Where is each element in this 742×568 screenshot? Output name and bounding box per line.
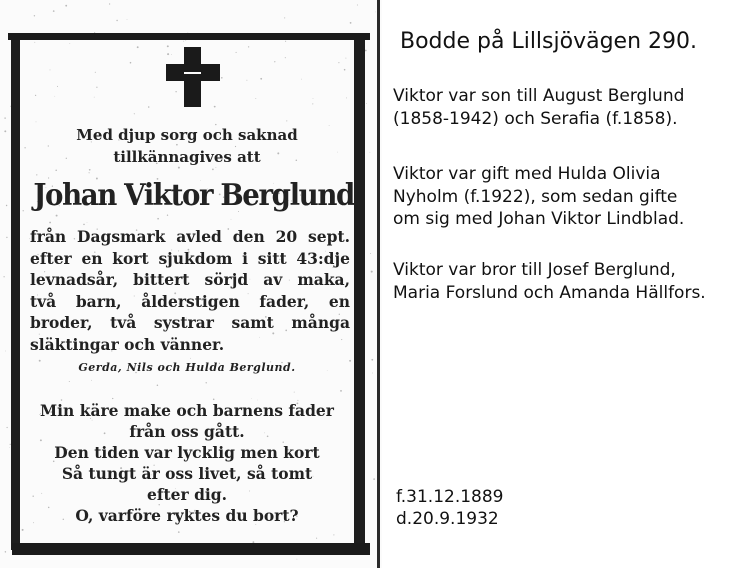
siblings-note bbox=[393, 259, 706, 304]
body-line: broder, två systrar samt många bbox=[30, 313, 350, 332]
notice-intro bbox=[20, 124, 354, 168]
notice-border-top bbox=[8, 33, 370, 40]
body-line: levnadsår, bittert sörjd av maka, bbox=[30, 270, 350, 289]
note-line: Nyholm (f.1922), som sedan gifte bbox=[393, 186, 678, 207]
note-line: Viktor var bror till Josef Berglund, bbox=[393, 260, 676, 280]
intro-line: Med djup sorg och saknad bbox=[76, 126, 298, 144]
body-line: från Dagsmark avled den 20 sept. bbox=[30, 227, 350, 246]
note-line: om sig med Johan Viktor Lindblad. bbox=[393, 209, 685, 229]
cross-icon bbox=[166, 47, 220, 107]
note-line: Maria Forslund och Amanda Hällfors. bbox=[393, 282, 706, 303]
intro-line: tillkännagives att bbox=[113, 148, 261, 166]
note-line: Viktor var gift med Hulda Olivia bbox=[393, 164, 661, 184]
verse-line: efter dig. bbox=[146, 485, 228, 504]
body-line: efter en kort sjukdom i sitt 43:dje bbox=[30, 248, 350, 268]
death-date: d.20.9.1932 bbox=[396, 509, 499, 529]
parents-note bbox=[393, 85, 684, 130]
note-line: (1858-1942) och Serafia (f.1858). bbox=[393, 108, 678, 129]
marriage-note bbox=[393, 163, 684, 231]
verse-line: O, varföre ryktes du bort? bbox=[75, 506, 299, 525]
notice-border-left bbox=[11, 40, 20, 550]
survivors-line: Gerda, Nils och Hulda Berglund. bbox=[78, 361, 296, 374]
residence-heading: Bodde på Lillsjövägen 290. bbox=[400, 29, 697, 54]
notice-border-bottom bbox=[12, 543, 370, 555]
verse-line: Den tiden var lycklig men kort bbox=[54, 443, 320, 462]
body-line: släktingar och vänner. bbox=[30, 334, 225, 354]
body-line: två barn, ålderstigen fader, en bbox=[30, 291, 350, 311]
clipping-edge-rule bbox=[377, 0, 380, 568]
verse-line: från oss gått. bbox=[129, 422, 245, 441]
note-line: Viktor var son till August Berglund bbox=[393, 86, 685, 106]
deceased-name: Johan Viktor Berglund bbox=[33, 178, 354, 213]
notice-border-right bbox=[354, 40, 365, 550]
birth-date: f.31.12.1889 bbox=[396, 487, 504, 507]
verse-line: Så tungt är oss livet, så tomt bbox=[61, 464, 313, 483]
life-dates bbox=[396, 486, 504, 530]
verse-line: Min käre make och barnens fader bbox=[40, 401, 334, 420]
memorial-verse bbox=[20, 400, 354, 526]
notice-body bbox=[30, 226, 350, 355]
